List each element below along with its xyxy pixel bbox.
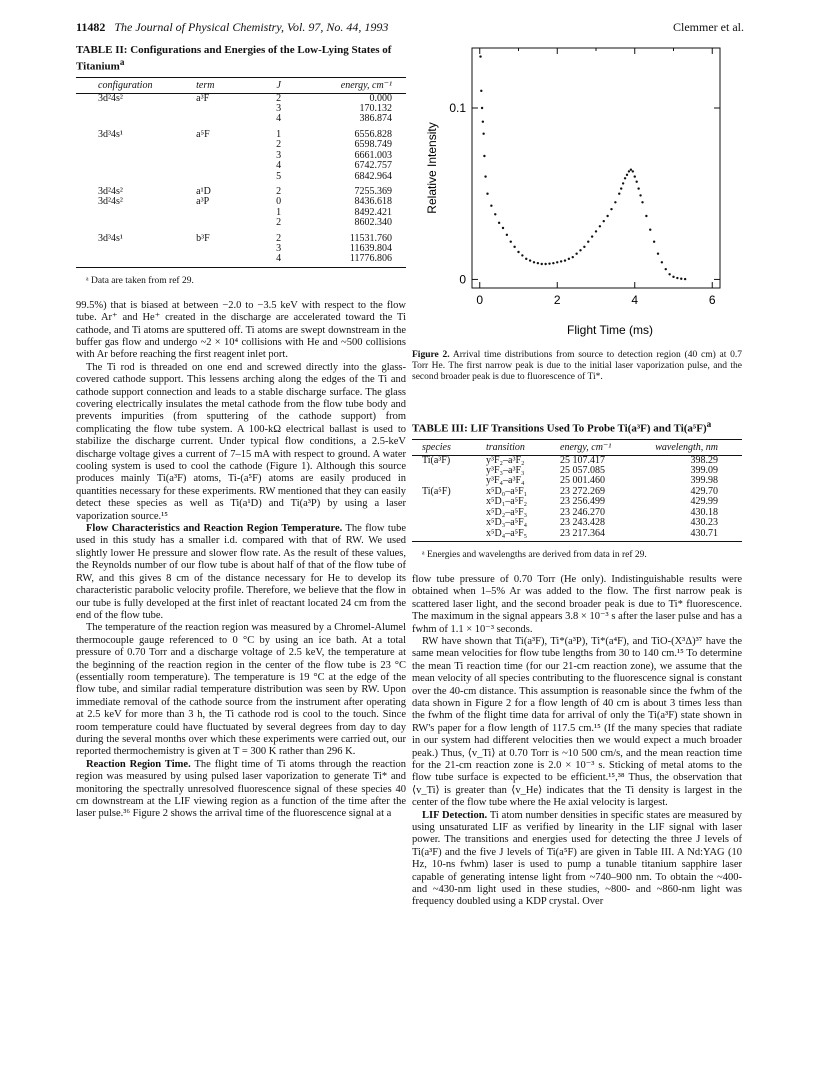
table3-cell-species xyxy=(412,466,484,476)
journal-name: The Journal of Physical Chemistry, Vol. 97, No. 44, 1993 xyxy=(114,20,389,34)
table2-row xyxy=(76,161,406,171)
table3-cell-transition: x⁵D₁–a⁵F₂ xyxy=(486,496,528,508)
table3-cell-wavelength: 399.09 xyxy=(690,465,718,477)
data-point xyxy=(649,229,651,231)
table2-cell-energy: 6742.757 xyxy=(354,160,392,172)
data-point xyxy=(486,193,488,195)
table2-cell-energy: 8602.340 xyxy=(354,217,392,229)
header-authors: Clemmer et al. xyxy=(673,20,744,34)
data-point xyxy=(513,246,515,248)
data-point xyxy=(506,234,508,236)
paragraph-text: Ti atom number densities in specific states are measured by using unsaturated LIF as verified by linearity in the LIF signal with laser power. The transitions and energies used for detecting the three J levels of Ti(a³F) and the five J levels of Ti(a⁵F) are given in Table III. A Nd:YAG (10 Hz, 10-ns fwhm) laser is used to pump a tunable titanium sapphire laser capable of generating intense light from ~740–900 nm. To obtain the ~400- and ~430-nm light used in these studies, ~800- and ~860-nm light was frequency doubled using a KDP crystal. Over xyxy=(412,809,743,908)
data-point xyxy=(591,235,593,237)
table2-cell-term: b³F xyxy=(196,232,210,244)
table2-col-configuration: configuration xyxy=(76,77,194,93)
data-point xyxy=(490,205,492,207)
data-point xyxy=(498,222,500,224)
data-point xyxy=(521,254,523,256)
paragraph-text: The temperature of the reaction region was measured by a Chromel-Alumel thermocouple gauge referenced to 0 °C by using an ice bath. At a total pressure of 0.70 Torr and a discharge voltage of 2.5 keV, the temperature at the beginning of the reaction region in the center of the flow tube is 23 °C (essentially room temperature). The temperature is 19 °C at the edge of the flow tube, and similar radial temperature distribution was seen by RW. Upon immediate removal of the cathode source from the instrument after operating at 2.5 keV for more than 3 h, the Ti cathode rod is cool to the touch. Since room temperature could have fluctuated by several degrees from day to day during the several months over which these experiments were carried out, our reported thermochemistry is given at T = 300 K rather than 296 K. xyxy=(76,622,406,758)
figure2-caption: Figure 2. Arrival time distributions from source to detection region (40 cm) at 0.7 Torr He. The first narrow peak is due to the initial laser vaporization pulse, and the second broader peak is due to fluorescence of Ti*. xyxy=(412,350,742,382)
table3-cell-species xyxy=(412,518,484,528)
paragraph xyxy=(76,362,406,523)
table2-cell-j: 2 xyxy=(276,185,282,197)
table3-caption: TABLE III: LIF Transitions Used To Probe Ti(a³F) and $Ti(a^5F)^a$ xyxy=(412,419,712,435)
table3-cell-transition: y³F₃–a³F₃ xyxy=(486,465,525,477)
table2-cell-energy: 11639.804 xyxy=(349,242,392,254)
data-point xyxy=(479,55,481,57)
table3-cell-species: Ti(a⁵F) xyxy=(422,485,451,497)
data-point xyxy=(630,169,632,171)
data-point xyxy=(568,258,570,260)
data-point xyxy=(676,277,678,279)
table3-cell-transition: y³F₄–a³F₄ xyxy=(486,475,525,487)
table2-cell-term xyxy=(194,172,259,182)
data-point xyxy=(537,262,539,264)
table2-col-energy: energy, cm⁻¹ xyxy=(298,77,406,93)
table3-cell-transition: x⁵D₂–a⁵F₃ xyxy=(486,506,528,518)
data-point xyxy=(680,278,682,280)
data-point xyxy=(684,278,686,280)
table2-cell-energy: 7255.369 xyxy=(354,185,392,197)
table2-cell-energy: 11776.806 xyxy=(298,254,406,267)
table2-cell-j: 2 xyxy=(276,217,282,229)
figure2-caption-label: Figure 2. xyxy=(412,350,450,360)
paragraph xyxy=(76,300,406,362)
table3-cell-energy: 23 217.364 xyxy=(558,529,652,542)
plot-frame xyxy=(472,48,720,288)
table3-cell-species: Ti(a³F) xyxy=(422,454,451,466)
table3-cell-energy: 23 243.428 xyxy=(560,517,605,529)
table3-cell-transition: x⁵D₃–a⁵F₄ xyxy=(486,517,528,529)
table2 xyxy=(76,77,406,268)
y-axis-ticks xyxy=(449,101,720,286)
data-point xyxy=(556,261,558,263)
table2-cell-term xyxy=(194,104,259,114)
paragraph-heading: Flow Characteristics and Reaction Region Temperature. xyxy=(86,523,343,535)
data-point xyxy=(502,227,504,229)
table3-row xyxy=(412,529,742,542)
table2-cell-config xyxy=(76,218,194,228)
data-point xyxy=(620,187,622,189)
data-point xyxy=(626,174,628,176)
table2-cell-term xyxy=(194,254,259,267)
table2-cell-term xyxy=(194,161,259,171)
data-point xyxy=(599,225,601,227)
x-axis-label: Flight Time (ms) xyxy=(566,323,654,337)
table2-cell-j: 5 xyxy=(276,170,282,182)
paragraph-heading: Reaction Region Time. xyxy=(86,758,191,770)
data-point xyxy=(618,193,620,195)
data-point xyxy=(672,276,674,278)
data-point xyxy=(610,208,612,210)
data-point xyxy=(661,261,663,263)
paragraph xyxy=(412,636,742,810)
table3-col-species: species xyxy=(412,439,484,455)
header-left xyxy=(76,20,388,35)
data-point xyxy=(510,241,512,243)
data-point xyxy=(657,253,659,255)
left-column xyxy=(76,44,406,821)
data-point xyxy=(639,194,641,196)
table2-body xyxy=(76,93,406,267)
data-point xyxy=(587,241,589,243)
table2-cell-term: a⁵F xyxy=(196,128,210,140)
table2-row xyxy=(76,125,406,140)
data-point xyxy=(637,187,639,189)
table3-body xyxy=(412,455,742,541)
table2-cell-term xyxy=(194,218,259,228)
data-point xyxy=(548,262,550,264)
table3-cell-energy: 25 057.085 xyxy=(560,465,605,477)
table2-cell-config: 3d³4s¹ xyxy=(98,232,123,244)
table2-row xyxy=(76,218,406,228)
page-number: 11482 xyxy=(76,20,106,34)
table2-cell-j: 2 xyxy=(276,139,282,151)
data-point xyxy=(668,273,670,275)
table2-cell-energy: 0.000 xyxy=(369,92,392,104)
paragraph xyxy=(76,759,406,821)
table3-col-transition: transition xyxy=(484,439,558,455)
table2-cell-term xyxy=(194,151,259,161)
table2-row xyxy=(76,229,406,244)
table3-header-row xyxy=(412,439,742,455)
data-point xyxy=(533,261,535,263)
table2-footnote: ᵃ Data are taken from ref 29. xyxy=(86,275,194,286)
table2-cell-j: 2 xyxy=(276,232,282,244)
table2-cell-term xyxy=(194,140,259,150)
data-point xyxy=(632,170,634,172)
table3-block xyxy=(412,418,742,560)
table3-cell-wavelength: 430.18 xyxy=(690,506,718,518)
table2-caption: TABLE II: Configurations and Energies of the Low-Lying States of Titanium$^a$ xyxy=(76,44,392,73)
data-point xyxy=(552,262,554,264)
table2-cell-energy: 8492.421 xyxy=(354,206,392,218)
table2-cell-config xyxy=(76,208,194,218)
table3-footnote: ᵃ Energies and wavelengths are derived from data in ref 29. xyxy=(422,549,647,560)
table2-cell-config: 3d³4s¹ xyxy=(98,128,123,140)
table3-cell-energy: 23 272.269 xyxy=(560,485,605,497)
data-point xyxy=(494,213,496,215)
y-tick-label: 0.1 xyxy=(449,101,466,115)
table2-cell-config: 3d²4s² xyxy=(98,92,123,104)
table2-cell-config: 3d²4s² xyxy=(98,185,123,197)
right-column xyxy=(412,44,742,909)
table3-cell-wavelength: 430.23 xyxy=(690,517,718,529)
paragraph xyxy=(412,810,742,909)
table2-cell-j: 1 xyxy=(276,128,282,140)
table2-row xyxy=(76,182,406,197)
x-tick-label: 0 xyxy=(476,293,484,307)
table2-col-j: J xyxy=(259,77,298,93)
table2-cell-j: 1 xyxy=(276,206,282,218)
data-point xyxy=(606,215,608,217)
y-tick-label: 0 xyxy=(459,272,466,287)
table2-cell-j: 4 xyxy=(276,113,282,125)
data-point xyxy=(481,107,483,109)
table2-cell-config xyxy=(76,244,194,254)
table3-caption-mark: a xyxy=(706,419,712,429)
table2-cell-energy: 8436.618 xyxy=(354,196,392,208)
table2-cell-config xyxy=(76,254,194,267)
table2-cell-j: 3 xyxy=(276,103,282,115)
data-point xyxy=(517,251,519,253)
table2-cell-term: a¹D xyxy=(196,185,211,197)
table3-cell-wavelength: 398.29 xyxy=(690,454,718,466)
table3-row xyxy=(412,518,742,528)
paragraph-heading: LIF Detection. xyxy=(422,809,488,821)
table3-cell-species xyxy=(412,497,484,507)
data-point xyxy=(635,181,637,183)
table3 xyxy=(412,439,742,542)
table2-cell-config xyxy=(76,161,194,171)
table2-cell-config xyxy=(76,114,194,124)
data-point xyxy=(624,177,626,179)
table3-cell-transition: x⁵D₄–a⁵F₅ xyxy=(484,529,558,542)
table2-col-term: term xyxy=(194,77,259,93)
table3-cell-transition: y³F₂–a³F₂ xyxy=(486,454,525,466)
table2-cell-energy: 6556.828 xyxy=(354,128,392,140)
table2-caption-mark: a xyxy=(119,57,125,67)
data-point xyxy=(579,249,581,251)
table3-cell-wavelength: 429.70 xyxy=(690,485,718,497)
figure2-plot xyxy=(412,44,742,344)
paragraph xyxy=(76,523,406,622)
data-point xyxy=(484,175,486,177)
paragraph xyxy=(412,574,742,636)
table2-row xyxy=(76,93,406,104)
x-tick-label: 6 xyxy=(708,293,716,307)
table2-cell-j: 3 xyxy=(276,149,282,161)
table3-cell-energy: 25 001.460 xyxy=(560,475,605,487)
data-point xyxy=(564,259,566,261)
table2-row xyxy=(76,104,406,114)
right-body-text xyxy=(412,574,742,909)
table2-cell-energy: 386.874 xyxy=(359,113,392,125)
table2-cell-energy: 6842.964 xyxy=(354,170,392,182)
table3-cell-energy: 23 246.270 xyxy=(560,506,605,518)
data-point xyxy=(641,201,643,203)
paragraph-text: The flight time of Ti atoms through the reaction region was measured by using pulsed laser vaporization to generate Ti* and monitoring the spectrally unresolved fluorescence signal of these species 40 cm downstream at the LIF viewing region as a function of the time after the laser pulse.³⁶ Figure 2 shows the arrival time of the fluorescence signal at a xyxy=(76,758,406,820)
table3-cell-wavelength: 430.71 xyxy=(652,529,742,542)
table3-cell-species xyxy=(412,508,484,518)
table2-cell-term xyxy=(194,114,259,124)
table2-cell-j: 4 xyxy=(276,160,282,172)
table2-cell-j: 2 xyxy=(276,92,282,104)
table2-row xyxy=(76,254,406,267)
table2-cell-config xyxy=(76,104,194,114)
table2-cell-energy: 6598.749 xyxy=(354,139,392,151)
paragraph-text: 99.5%) that is biased at between −2.0 to −3.5 keV with respect to the flow tube. Ar⁺ and He⁺ created in the discharge are accelerated toward the Ti cathode, and Ti atoms are sputtered off. Ti atoms are swept downstream in the buffer gas flow and undergo ~2 × 10⁴ collisions with He and ~500 collisions with Ar before reaching the first reagent inlet port. xyxy=(76,299,406,361)
table2-row xyxy=(76,114,406,124)
x-tick-label: 4 xyxy=(631,293,639,307)
data-point xyxy=(614,201,616,203)
data-point xyxy=(560,260,562,262)
y-axis-label: Relative Intensity xyxy=(425,122,439,214)
paragraph-text: flow tube pressure of 0.70 Torr (He only). Indistinguishable results were obtained when 1–5% Ar was added to the flow. The first narrow peak is scattered laser light, and the second broader peak is due to Ti* fluorescence. The maximum in the signal appears 3.8 × 10⁻³ s after the laser pulse and has a fwhm of 1.1 × 10⁻³ seconds. xyxy=(412,573,742,635)
table3-col-energy: energy, cm⁻¹ xyxy=(558,439,652,455)
data-point xyxy=(628,170,630,172)
table2-cell-j: 4 xyxy=(259,254,298,267)
table3-cell-energy: 23 256.499 xyxy=(560,496,605,508)
data-point xyxy=(634,175,636,177)
data-point xyxy=(572,256,574,258)
data-point xyxy=(482,133,484,135)
left-body-text xyxy=(76,300,406,821)
table2-cell-config xyxy=(76,151,194,161)
data-point xyxy=(583,246,585,248)
table3-cell-wavelength: 429.99 xyxy=(690,496,718,508)
x-axis-ticks xyxy=(476,48,716,307)
table2-cell-energy: 170.132 xyxy=(359,103,392,115)
data-point xyxy=(665,268,667,270)
data-point xyxy=(483,155,485,157)
data-point xyxy=(482,121,484,123)
data-point xyxy=(529,259,531,261)
table2-cell-term: a³F xyxy=(196,92,210,104)
data-point xyxy=(541,263,543,265)
data-point xyxy=(645,215,647,217)
table3-cell-energy: 25 107.417 xyxy=(560,454,605,466)
table2-row xyxy=(76,172,406,182)
table3-col-wavelength: wavelength, nm xyxy=(652,439,742,455)
data-point xyxy=(575,253,577,255)
data-point xyxy=(595,230,597,232)
x-tick-label: 2 xyxy=(553,293,561,307)
table3-cell-transition: x⁵D₀–a⁵F₁ xyxy=(486,485,528,497)
figure2 xyxy=(412,44,742,382)
table3-cell-wavelength: 399.98 xyxy=(690,475,718,487)
data-point xyxy=(622,182,624,184)
table2-cell-config: 3d²4s² xyxy=(98,196,123,208)
table2-cell-config xyxy=(76,172,194,182)
paragraph-text: RW have shown that Ti(a³F), Ti*(a³P), Ti*(a⁴F), and TiO-(X³Δ)³⁷ have the same mean velocities for flow tube lengths from 30 to 140 cm.¹⁵ To determine the mean Ti reaction time (for our 21-cm reaction zone), we assume that the mean velocity of all species contributing to the fluorescence signal is constant over the 40-cm distance. This assumption is reasonable since the fwhm of the data shown in Figure 2 for a flow length of 40 cm is about 3 times less than the fwhm of the flight time data for arrival of only the Ti(a³F) state shown in RW's paper for a flow length of 117.5 cm.¹⁵ (If the many species that radiate in our system had different velocities then we would expect a much broader peak.) Thus, ⟨v_Ti⟩ at 0.70 Torr is ~10 500 cm/s, and the mean reaction time for the 21-cm reaction zone is 2.0 × 10⁻³ s. Sticking of metal atoms to the flow tube surface is expected to be efficient.¹⁵,³⁸ Thus, the observation that ⟨v_Ti⟩ is greater than ⟨v_He⟩ indicates that the Ti density is largest in the center of the flow tube where the He axial velocity is largest. xyxy=(412,635,742,809)
data-point xyxy=(480,90,482,92)
table2-header-row xyxy=(76,77,406,93)
paragraph-text: The Ti rod is threaded on one end and screwed directly into the glass-covered cathode support. This lessens arching along the edges of the Ti and cathode support connection and leads to a stable discharge surface. The glass covering electrically insulates the metal cathode from the flow tube body and prevents impurities (from sputtering of the cathode support) from complicating the flow tube system. A 100-kΩ electrical ballast is used to stabilize the discharge current. Under typical flow conditions, a 2.5-keV discharge voltage gives a current of 7–15 mA with respect to ground. A water cooling system is used to cool the cathode (Figure 1). Although this source produces mainly Ti(a³F) atoms, Ti-(a⁵F) atoms are easily produced in quantities necessary for these experiments. RW mentioned that they can easily detect these species as well as Ti(a¹D) and Ti(a³P) by using a laser vaporization source.¹⁵ xyxy=(76,361,406,522)
data-point xyxy=(544,263,546,265)
table3-cell-species xyxy=(412,529,484,542)
paragraph-text: The flow tube used in this study has a smaller i.d. compared with that of RW. We used slightly lower He pressure and slower flow rate. As the result of these values, the Reynolds number of our flow tube is about half of that of the flow tube of RW, and this gives 8 cm of the distance necessary for He to develop its characteristic parabolic velocity profile. Therefore, we believe that the flow in our tube is fully developed at the first inlet of reactant located 24 cm from the end of the flow tube. xyxy=(76,523,406,621)
data-points xyxy=(479,55,686,280)
data-point xyxy=(525,258,527,260)
table2-cell-energy: 6661.003 xyxy=(354,149,392,161)
table2-cell-j: 0 xyxy=(276,196,282,208)
data-point xyxy=(653,241,655,243)
paragraph xyxy=(76,622,406,758)
table2-cell-term xyxy=(194,244,259,254)
table2-cell-config xyxy=(76,140,194,150)
table2-cell-j: 3 xyxy=(276,242,282,254)
table2-cell-term xyxy=(194,208,259,218)
table2-cell-energy: 11531.760 xyxy=(349,232,392,244)
data-point xyxy=(603,220,605,222)
table2-cell-term: a³P xyxy=(196,196,210,208)
